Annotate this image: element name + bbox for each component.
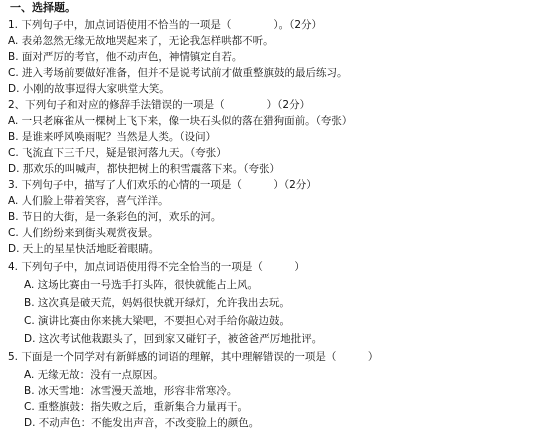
question-2-option-d: D. 那欢乐的叫喊声，都快把树上的积雪震落下来。（夸张） xyxy=(8,163,281,175)
question-stem-4: 4. 下列句子中，加点词语使用得不完全恰当的一项是（ ） xyxy=(8,261,305,273)
question-stem-5: 5. 下面是一个同学对有新鲜感的词语的理解，其中理解错误的一项是（ ） xyxy=(8,351,379,363)
question-2-option-a: A. 一只老麻雀从一棵树上飞下来，像一块石头似的落在猎狗面前。（夸张） xyxy=(8,115,353,127)
question-4-option-d: D. 这次考试他栽跟头了，回到家又碰钉子，被爸爸严厉地批评。 xyxy=(24,333,323,345)
question-stem-1: 1. 下列句子中，加点词语使用不恰当的一项是（ ）。（2分） xyxy=(8,19,323,31)
question-3-option-c: C. 人们纷纷来到街头观赏夜景。 xyxy=(8,227,159,239)
question-4-option-c: C. 演讲比赛由你来挑大梁吧，不要担心对手给你敲边鼓。 xyxy=(24,315,291,327)
question-3-option-d: D. 天上的星星快活地眨着眼睛。 xyxy=(8,243,160,255)
question-1-option-b: B. 面对严厉的考官，他不动声色，神情镇定自若。 xyxy=(8,51,243,63)
question-3-option-b: B. 节日的大街，是一条彩色的河，欢乐的河。 xyxy=(8,211,222,223)
question-4-option-a: A. 这场比赛由一号选手打头阵，很快就能占上风。 xyxy=(24,279,259,291)
question-5-option-a: A. 无缘无故：没有一点原因。 xyxy=(24,369,164,381)
question-1-option-c: C. 进入考场前要做好准备，但并不是说考试前才做重整旗鼓的最后练习。 xyxy=(8,67,348,79)
question-5-option-d: D. 不动声色：不能发出声音，不改变脸上的颜色。 xyxy=(24,417,260,429)
question-3-option-a: A. 人们脸上带着笑容，喜气洋洋。 xyxy=(8,195,169,207)
question-5-option-b: B. 冰天雪地：冰雪漫天盖地，形容非常寒冷。 xyxy=(24,385,238,397)
question-4-option-b: B. 这次真是破天荒，妈妈很快就开绿灯，允许我出去玩。 xyxy=(24,297,290,309)
section-title: 一、选择题。 xyxy=(10,1,76,14)
question-1-option-a: A. 表弟忽然无缘无故地哭起来了，无论我怎样哄都不听。 xyxy=(8,35,274,47)
question-stem-3: 3. 下列句子中，描写了人们欢乐的心情的一项是（ ）（2分） xyxy=(8,179,317,191)
question-2-option-b: B. 是谁来呼风唤雨呢？当然是人类。（设问） xyxy=(8,131,217,143)
question-stem-2: 2、下列句子和对应的修辞手法错误的一项是（ ）（2分） xyxy=(8,99,311,111)
question-5-option-c: C. 重整旗鼓：指失败之后，重新集合力量再干。 xyxy=(24,401,249,413)
question-1-option-d: D. 小刚的故事逗得大家哄堂大笑。 xyxy=(8,83,170,95)
question-2-option-c: C. 飞流直下三千尺，疑是银河落九天。（夸张） xyxy=(8,147,227,159)
